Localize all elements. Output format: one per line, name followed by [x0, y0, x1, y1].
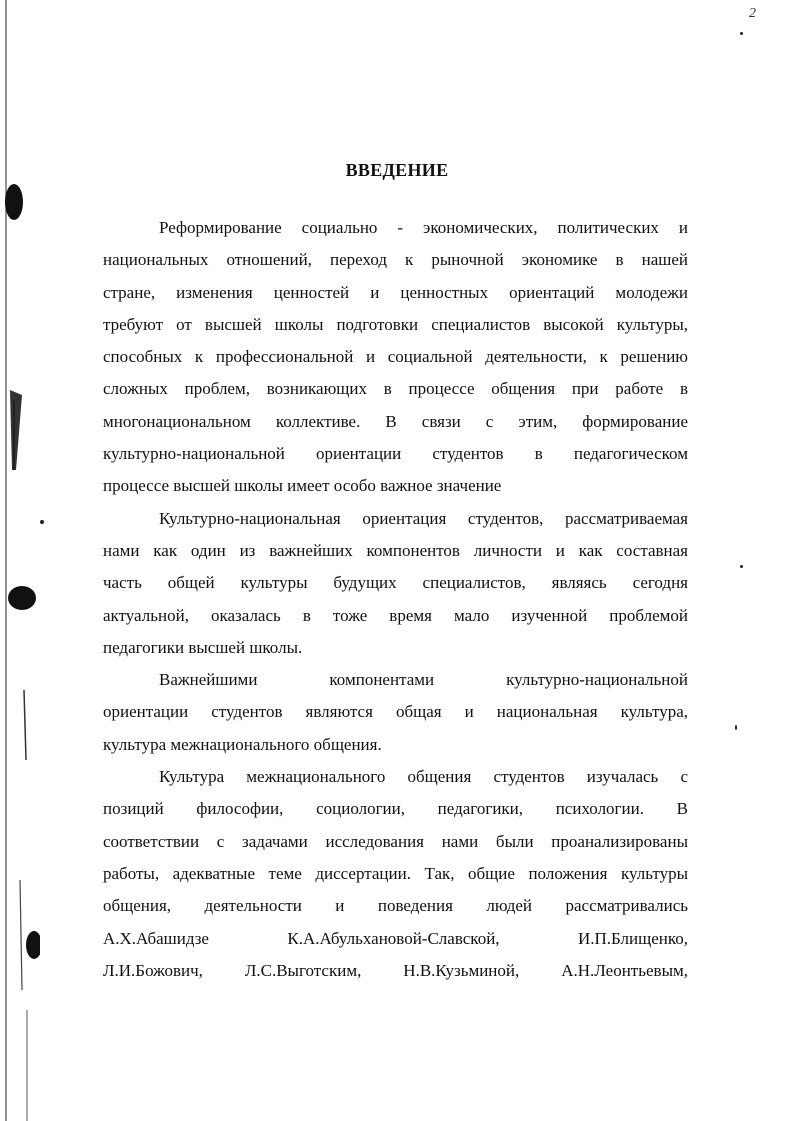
text-line: педагогики высшей школы.: [103, 637, 303, 657]
text-line: общения, деятельности и поведения людей рассматривались: [103, 896, 688, 916]
text-line: работы, адекватные теме диссертации. Так, общие положения культуры: [103, 863, 688, 883]
page-number-mark: 2: [749, 6, 756, 21]
text-line: часть общей культуры будущих специалистов, являясь сегодня: [103, 573, 688, 593]
text-line: соответствии с задачами исследования нами были проанализированы: [103, 831, 688, 851]
text-line: Л.И.Божович, Л.С.Выготским, Н.В.Кузьминой, А.Н.Леонтьевым,: [103, 960, 688, 980]
document-body: [103, 212, 688, 987]
text-line: нами как один из важнейших компонентов личности и как составная: [103, 540, 688, 560]
scan-speck: [735, 725, 737, 730]
text-line: многонациональном коллективе. В связи с этим, формирование: [103, 411, 688, 431]
text-line: Культурно-национальная ориентация студентов, рассматриваемая: [159, 508, 688, 528]
text-line: культурно-национальной ориентации студентов в педагогическом: [103, 444, 688, 464]
paragraph-3: [103, 664, 688, 761]
text-line: Важнейшими компонентами культурно-национальной: [159, 670, 688, 690]
text-line: ориентации студентов являются общая и национальная культура,: [103, 702, 688, 722]
text-line: способных к профессиональной и социальной деятельности, к решению: [103, 347, 688, 367]
paragraph-2: [103, 503, 688, 664]
page-title: ВВЕДЕНИЕ: [345, 160, 449, 181]
scan-speck: [40, 520, 44, 524]
scan-speck: [740, 565, 743, 568]
paragraph-4: [103, 761, 688, 987]
text-line: процессе высшей школы имеет особо важное значение: [103, 476, 502, 496]
text-line: культура межнационального общения.: [103, 734, 382, 754]
text-line: А.Х.Абашидзе К.А.Абульхановой-Славской, И.П.Блищенко,: [103, 928, 688, 948]
text-line: позиций философии, социологии, педагогики, психологии. В: [103, 799, 688, 819]
text-line: стране, изменения ценностей и ценностных ориентаций молодежи: [103, 282, 688, 302]
text-line: Реформирование социально - экономических, политических и: [159, 218, 688, 237]
scan-speck: [740, 32, 743, 35]
text-line: национальных отношений, переход к рыночной экономике в нашей: [103, 250, 688, 270]
text-line: сложных проблем, возникающих в процессе общения при работе в: [103, 379, 688, 399]
text-line: актуальной, оказалась в тоже время мало изученной проблемой: [103, 605, 688, 625]
text-line: требуют от высшей школы подготовки специалистов высокой культуры,: [103, 314, 688, 334]
text-line: Культура межнационального общения студентов изучалась с: [159, 767, 688, 787]
paragraph-1: [103, 212, 688, 503]
